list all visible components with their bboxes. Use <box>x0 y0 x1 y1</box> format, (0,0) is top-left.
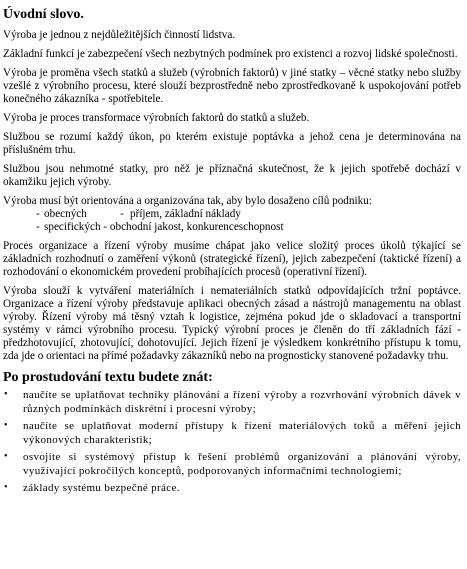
bullet-icon: • <box>4 389 8 400</box>
paragraph-intro: Výroba je jednou z nejdůležitějších činností lidstva. <box>3 29 236 41</box>
list-item <box>3 450 461 478</box>
objective-term: obecných <box>44 208 87 220</box>
bullet-icon: • <box>4 451 8 462</box>
learning-outcomes-list <box>3 388 461 495</box>
objective-desc: obchodní jakost, konkurenceschopnost <box>109 221 284 233</box>
list-item-text: základy systému bezpečné práce. <box>23 482 180 494</box>
paragraph-intangible-goods: Službou jsou nehmotné statky, pro něž je příznačná skutečnost, že k jejich spotřebě dochází v okamžiku jejich výroby. <box>3 163 461 188</box>
bullet-icon: • <box>4 482 8 493</box>
dash-separator: - <box>120 208 124 220</box>
dash-separator: - <box>100 221 110 233</box>
learning-outcomes-heading: Po prostudování textu budete znát: <box>3 370 213 385</box>
list-item <box>3 419 461 447</box>
objective-item <box>36 221 461 234</box>
list-item-text: naučíte se uplatňovat moderní přístupy k řízení materiálových toků a měření jejich výkonových charakteristik; <box>23 420 461 446</box>
paragraph-transformation-definition: Výroba je proměna všech statků a služeb (výrobních faktorů) v jiné statky – věcné statky nebo služby vzešlé z výrobního procesu, které slouží bezprostředně nebo zprostředkovaně k uspokojování potřeb konečného zákazníka - spotřebitele. <box>3 67 461 105</box>
paragraph-service-definition: Službou se rozumí každý úkon, po kterém existuje poptávka a jehož cena je determinována na příslušném trhu. <box>3 131 461 156</box>
objectives-list <box>36 208 461 234</box>
list-item-text: osvojíte si systémový přístup k řešení problémů organizování a plánování výroby, využívající pokročilých konceptů, podporovaných informačními technologiemi; <box>23 451 461 477</box>
list-item <box>3 388 461 416</box>
section-heading: Úvodní slovo. <box>3 7 84 22</box>
document-page <box>3 6 461 498</box>
objective-desc: příjem, základní náklady <box>130 208 241 220</box>
list-item-text: naučíte se uplatňovat techniky plánování a řízení výroby a rozvrhování výrobních dávek v různých podmínkách diskrétní i procesní výroby; <box>23 389 461 415</box>
paragraph-process: Výroba je proces transformace výrobních faktorů do statků a služeb. <box>3 112 310 124</box>
list-item <box>3 481 461 495</box>
paragraph-production-serves: Výroba slouží k vytváření materiálních i nemateriálních statků odpovídajících tržní poptávce. Organizace a řízení výroby představuje aplikaci obecných zásad a nástrojů managementu na oblast výroby. Řízení výroby má těsný vztah k logistice, zejména pokud jde o skladovací a transportní systémy v rámci výrobního procesu. Typický výrobní proces je členěn do tří základních fází - předzhotovující, zhotovující, dohotovující. Jejich řízení je výsledkem konkrétního přístupu k tomu, zda jde o orientaci na přímé požadavky zákazníků nebo na prognosticky stanovené požadavky trhu. <box>3 285 461 362</box>
objective-item <box>36 208 461 221</box>
paragraph-process-organization: Proces organizace a řízení výroby musíme chápat jako velice složitý proces úkolů týkající se základních rozhodnutí o zaměření výkonů (strategické řízení), jejich zabezpečení (taktické řízení) a rozhodování o ekonomickém provedení probíhajících procesů (operativní řízení). <box>3 240 461 278</box>
objective-term: specifických <box>44 221 101 233</box>
paragraph-basic-function: Základní funkcí je zabezpečení všech nezbytných podmínek pro existenci a rozvoj lidské společnosti. <box>3 48 458 60</box>
dash-marker: - <box>36 221 40 233</box>
dash-marker: - <box>36 208 40 220</box>
paragraph-objectives-intro: Výroba musí být orientována a organizována tak, aby bylo dosaženo cílů podniku: <box>3 195 372 207</box>
bullet-icon: • <box>4 420 8 431</box>
